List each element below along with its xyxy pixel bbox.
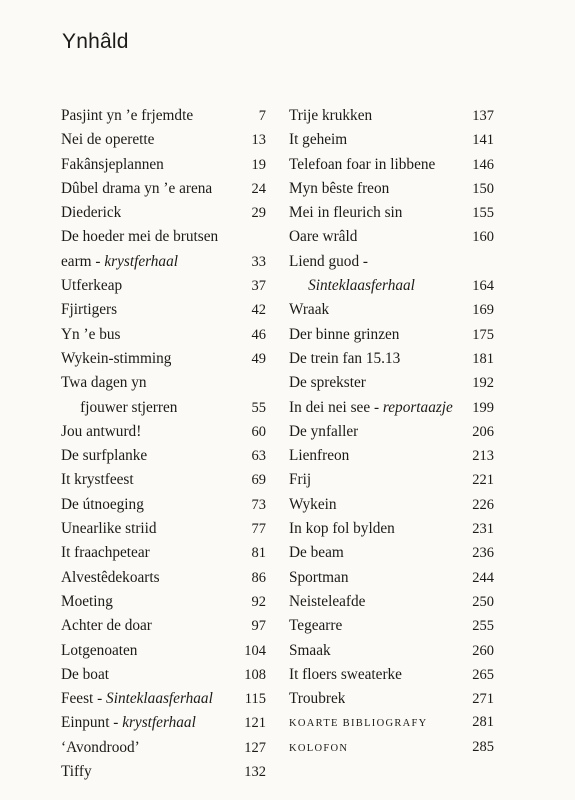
- toc-entry-title: [289, 156, 435, 174]
- toc-entry-title: [61, 156, 164, 174]
- toc-entry-page: 236: [472, 545, 494, 562]
- toc-entry: [61, 156, 266, 180]
- toc-entry-title-text: De ynfaller: [289, 422, 359, 440]
- toc-entry-title: [61, 617, 152, 635]
- toc-entry-title-text: De boat: [61, 665, 109, 683]
- toc-entry-page: 155: [472, 205, 494, 222]
- toc-entry-page: 13: [251, 132, 266, 149]
- toc-entry-title-text: It geheim: [289, 131, 348, 149]
- toc-entry-page: 24: [251, 180, 266, 197]
- toc-entry-title-text: ‘Avondrood’: [61, 738, 140, 756]
- toc-entry: [289, 617, 494, 641]
- toc-entry-page: 150: [472, 180, 494, 197]
- toc-entry-title: [61, 253, 178, 271]
- toc-entry-title-text: Feest -: [61, 690, 107, 708]
- toc-entry: [61, 763, 266, 787]
- toc-entry-title: [289, 496, 337, 514]
- toc-entry-page: 192: [472, 375, 494, 392]
- toc-entry: [289, 107, 494, 131]
- toc-entry-page: 7: [258, 108, 266, 124]
- toc-entry-title: [61, 374, 147, 392]
- toc-entry-title-text: earm -: [61, 252, 105, 270]
- toc-entry-title: [289, 423, 358, 441]
- toc-entry-page: 199: [472, 399, 494, 416]
- toc-entry: [61, 107, 266, 131]
- toc-entry: [61, 374, 266, 398]
- toc-entry-page: 213: [472, 448, 494, 465]
- toc-entry-title: [289, 743, 348, 754]
- toc-entry-page: 77: [251, 521, 266, 538]
- toc-entry-title-text: De trein fan 15.13: [289, 349, 401, 367]
- toc-entry-title: [289, 593, 365, 611]
- toc-entry: [61, 399, 266, 423]
- toc-entry: [61, 131, 266, 155]
- toc-entry-title-text: De surfplanke: [61, 447, 148, 465]
- toc-entry: [289, 544, 494, 568]
- toc-entry-subtitle: krystferhaal: [104, 252, 178, 270]
- toc-entry-page: 69: [251, 472, 266, 489]
- toc-entry-page: 19: [251, 156, 266, 173]
- toc-entry-title: [289, 277, 415, 295]
- toc-entry: [61, 666, 266, 690]
- toc-entry-page: 132: [244, 764, 266, 781]
- toc-entry: [289, 642, 494, 666]
- toc-entry-title-text: In kop fol bylden: [289, 520, 395, 538]
- toc-entry: [61, 277, 266, 301]
- toc-entry-page: 29: [251, 205, 266, 222]
- toc-entry-page: 250: [472, 593, 494, 610]
- toc-entry: [289, 301, 494, 325]
- toc-entry: [289, 204, 494, 228]
- toc-entry: [61, 447, 266, 471]
- toc-entry-title-text: Unearlike striid: [61, 520, 157, 538]
- toc-entry-title-text: Neisteleafde: [289, 592, 366, 610]
- toc-entry-title-text: Sportman: [289, 568, 349, 586]
- toc-entry: [289, 520, 494, 544]
- toc-entry-title: [61, 666, 109, 684]
- toc-entry-subtitle: Sinteklaasferhaal: [106, 690, 213, 708]
- toc-entry-page: 55: [251, 399, 266, 416]
- toc-entry-page: 121: [244, 715, 266, 732]
- toc-entry-subtitle: Sinteklaasferhaal: [308, 277, 415, 295]
- toc-entry-title-text: Einpunt -: [61, 714, 123, 732]
- toc-entry-title: [61, 642, 137, 660]
- toc-entry-title-text: Nei de operette: [61, 131, 155, 149]
- toc-entry-title: [61, 763, 92, 781]
- toc-entry: [289, 569, 494, 593]
- toc-entry-title-text: It krystfeest: [61, 471, 134, 489]
- toc-entry-title: [289, 666, 402, 684]
- toc-entry-title: [61, 131, 154, 149]
- toc-entry: [61, 544, 266, 568]
- toc-entry-page: 146: [472, 156, 494, 173]
- toc-entry-title-text: De útnoeging: [61, 495, 144, 513]
- toc-entry: [61, 520, 266, 544]
- toc-entry-title: [61, 180, 212, 198]
- toc-entry: [61, 471, 266, 495]
- toc-entry-title-text: In dei nei see -: [289, 398, 383, 416]
- toc-entry-page: 255: [472, 618, 494, 635]
- toc-entry: [289, 350, 494, 374]
- toc-entry-title: [289, 107, 372, 125]
- toc-entry-title-text: Jou antwurd!: [61, 422, 142, 440]
- toc-entry-title-text: Dûbel drama yn ’e arena: [61, 179, 213, 197]
- toc-entry-title: [61, 326, 120, 344]
- toc-entry-title: [61, 277, 122, 295]
- toc-entry-title-text: Pasjint yn ’e frjemdte: [61, 107, 194, 124]
- toc-entry: [289, 423, 494, 447]
- toc-entry-page: 271: [472, 691, 494, 708]
- toc-entry: [289, 739, 494, 763]
- toc-entry-title-text: Achter de doar: [61, 617, 152, 635]
- toc-entry-title-text: Alvestêdekoarts: [61, 568, 160, 586]
- toc-entry-title-text: Telefoan foar in libbene: [289, 155, 436, 173]
- toc-entry-title-text: KOLOFON: [289, 742, 349, 754]
- toc-entry-title-text: [289, 277, 308, 294]
- toc-entry-page: 281: [472, 714, 494, 731]
- toc-entry-title: [289, 569, 349, 587]
- toc-entry-title: [61, 471, 134, 489]
- toc-entry: [61, 496, 266, 520]
- toc-entry-title-text: Trije krukken: [289, 107, 373, 124]
- toc-entry-page: 141: [472, 132, 494, 149]
- toc-entry: [289, 253, 494, 277]
- toc-entry: [289, 447, 494, 471]
- toc-entry-title-text: De sprekster: [289, 374, 366, 392]
- toc-entry: [289, 326, 494, 350]
- toc-entry: [61, 180, 266, 204]
- toc-entry-title: [289, 228, 357, 246]
- toc-entry-title-text: Tegearre: [289, 617, 343, 635]
- toc-entry: [289, 714, 494, 738]
- toc-entry: [61, 714, 266, 738]
- toc-entry-title: [61, 714, 196, 732]
- toc-entry-page: 92: [251, 593, 266, 610]
- toc-entry-title: [61, 496, 144, 514]
- toc-entry-page: 42: [251, 302, 266, 319]
- toc-entry-page: 86: [251, 569, 266, 586]
- toc-entry-title: [289, 350, 400, 368]
- toc-entry-page: 244: [472, 569, 494, 586]
- toc-entry-page: 231: [472, 521, 494, 538]
- toc-entry-title: [289, 180, 389, 198]
- toc-entry-title: [61, 204, 121, 222]
- toc-entry-title: [61, 301, 117, 319]
- toc-entry: [61, 739, 266, 763]
- toc-entry: [289, 228, 494, 252]
- toc-entry-title-text: Wraak: [289, 301, 330, 319]
- toc-entry-title-text: Utferkeap: [61, 277, 123, 295]
- toc-entry-title: [289, 690, 345, 708]
- toc-entry-page: 63: [251, 448, 266, 465]
- toc-entry-page: 37: [251, 278, 266, 295]
- toc-entry-title-text: Troubrek: [289, 690, 346, 708]
- toc-entry-title: [61, 350, 171, 368]
- toc-entry-title-text: Lotgenoaten: [61, 641, 138, 659]
- toc-left-column: [61, 107, 266, 787]
- toc-entry-title: [289, 374, 366, 392]
- toc-entry-title: [289, 131, 347, 149]
- toc-entry-title-text: Fakânsjeplannen: [61, 155, 164, 173]
- toc-entry-page: 221: [472, 472, 494, 489]
- toc-entry: [289, 690, 494, 714]
- toc-entry-title-text: It floers sweaterke: [289, 665, 402, 683]
- toc-entry-title: [61, 739, 140, 757]
- toc-entry: [61, 642, 266, 666]
- toc-entry-page: 97: [251, 618, 266, 635]
- toc-entry-title-text: Der binne grinzen: [289, 325, 400, 343]
- toc-entry-page: 33: [251, 253, 266, 270]
- toc-entry: [289, 131, 494, 155]
- toc-entry-title: [289, 399, 453, 417]
- toc-entry: [289, 471, 494, 495]
- toc-entry-title: [289, 326, 399, 344]
- toc-entry: [61, 253, 266, 277]
- toc-entry-title-text: De beam: [289, 544, 344, 562]
- toc-entry-title-text: Lienfreon: [289, 447, 350, 465]
- toc-entry-title: [289, 253, 368, 271]
- toc-entry-page: 206: [472, 423, 494, 440]
- toc-entry-title: [289, 471, 311, 489]
- toc-entry-page: 175: [472, 326, 494, 343]
- toc-entry-title: [61, 593, 113, 611]
- toc-entry-page: 137: [472, 108, 494, 124]
- toc-entry-page: 60: [251, 423, 266, 440]
- toc-entry: [61, 569, 266, 593]
- toc-entry-title: [289, 301, 329, 319]
- toc-entry-title-text: Yn ’e bus: [61, 325, 121, 343]
- toc-entry: [61, 617, 266, 641]
- toc-right-column: [289, 107, 494, 763]
- toc-entry-title-text: Liend guod -: [289, 252, 369, 270]
- toc-entry-page: 127: [244, 739, 266, 756]
- toc-entry-title-text: It fraachpetear: [61, 544, 150, 562]
- toc-entry-title: [61, 544, 150, 562]
- toc-entry: [289, 156, 494, 180]
- toc-entry-page: 169: [472, 302, 494, 319]
- toc-entry-page: 226: [472, 496, 494, 513]
- toc-entry-subtitle: reportaazje: [382, 398, 453, 416]
- toc-entry-title: [289, 718, 428, 729]
- toc-entry-page: 108: [244, 666, 266, 683]
- toc-entry: [61, 228, 266, 252]
- toc-entry: [61, 326, 266, 350]
- toc-entry-title-text: Diederick: [61, 204, 122, 222]
- toc-entry-page: 265: [472, 666, 494, 683]
- toc-entry-title-text: Wykein: [289, 495, 337, 513]
- toc-entry-title-text: Fjirtigers: [61, 301, 118, 319]
- toc-entry-title: [289, 204, 402, 222]
- toc-entry-page: 181: [472, 350, 494, 367]
- toc-entry-title-text: De hoeder mei de brutsen: [61, 228, 219, 246]
- toc-entry-title: [61, 690, 213, 708]
- toc-entry-page: 164: [472, 278, 494, 295]
- toc-entry-title-text: Myn bêste freon: [289, 179, 390, 197]
- toc-entry: [61, 423, 266, 447]
- toc-entry-title-text: Tiffy: [61, 763, 92, 781]
- toc-entry: [289, 277, 494, 301]
- toc-entry-page: 81: [251, 545, 266, 562]
- toc-entry-title-text: Moeting: [61, 592, 113, 610]
- toc-entry-title-text: Mei in fleurich sin: [289, 204, 403, 222]
- page-title: Ynhâld: [62, 30, 129, 53]
- toc-entry: [61, 690, 266, 714]
- toc-entry-title-text: fjouwer stjerren: [61, 398, 178, 416]
- toc-entry-title: [61, 447, 147, 465]
- toc-entry: [289, 180, 494, 204]
- toc-entry: [289, 666, 494, 690]
- toc-entry-title: [61, 107, 193, 125]
- toc-entry: [61, 593, 266, 617]
- toc-entry-page: 260: [472, 642, 494, 659]
- toc-entry: [289, 593, 494, 617]
- toc-entry-title: [289, 447, 349, 465]
- toc-entry: [61, 350, 266, 374]
- toc-entry-page: 49: [251, 350, 266, 367]
- toc-entry: [289, 374, 494, 398]
- toc-entry-title-text: Frij: [289, 471, 312, 489]
- toc-entry-title: [289, 642, 331, 660]
- toc-entry-title: [289, 544, 344, 562]
- toc-entry-page: 285: [472, 738, 494, 755]
- toc-entry-title: [61, 228, 218, 246]
- toc-entry-page: 104: [244, 642, 266, 659]
- toc-entry-page: 73: [251, 496, 266, 513]
- toc-entry-title-text: Wykein-stimming: [61, 349, 172, 367]
- toc-entry-subtitle: krystferhaal: [122, 714, 196, 732]
- toc-entry-title-text: Oare wrâld: [289, 228, 358, 246]
- toc-entry-page: 46: [251, 326, 266, 343]
- toc-entry-title: [289, 520, 395, 538]
- toc-entry: [61, 301, 266, 325]
- toc-entry: [289, 399, 494, 423]
- toc-entry-title: [61, 569, 160, 587]
- toc-entry-page: 115: [244, 691, 266, 708]
- toc-entry-title-text: KOARTE BIBLIOGRAFY: [289, 718, 428, 730]
- toc-entry-page: 160: [472, 229, 494, 246]
- toc-entry-title-text: Twa dagen yn: [61, 374, 147, 392]
- toc-entry-title: [61, 399, 177, 417]
- toc-entry: [289, 496, 494, 520]
- toc-entry-title: [289, 617, 342, 635]
- toc-entry-title: [61, 520, 157, 538]
- toc-entry: [61, 204, 266, 228]
- toc-entry-title: [61, 423, 141, 441]
- toc-entry-title-text: Smaak: [289, 641, 331, 659]
